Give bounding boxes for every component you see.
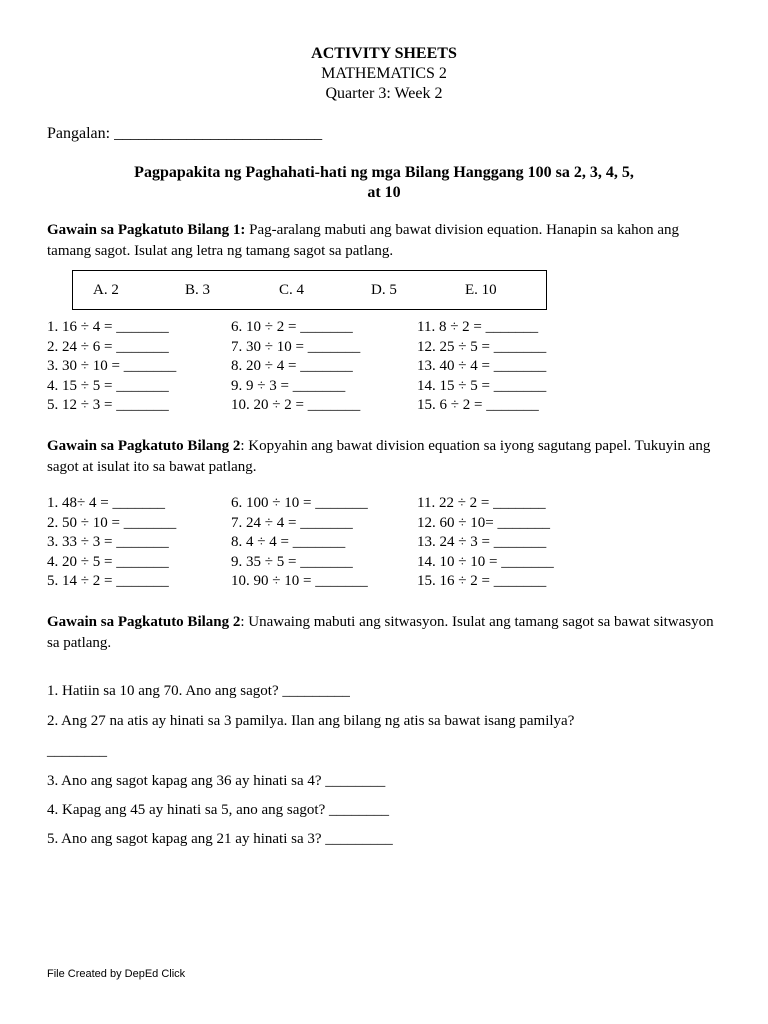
- choice-c: C. 4: [279, 282, 305, 298]
- quarter-week: Quarter 3: Week 2: [325, 85, 443, 102]
- footer-credit: File Created by DepEd Click: [47, 968, 186, 980]
- activity2-instructions: [47, 436, 717, 478]
- activity2-equation: 9. 35 ÷ 5 = _______: [231, 553, 353, 570]
- name-field: Pangalan: __________________________: [47, 125, 323, 142]
- answer-choices-box: [72, 270, 547, 310]
- activity2-equation: 3. 33 ÷ 3 = _______: [47, 534, 169, 550]
- activity2-heading: Gawain sa Pagkatuto Bilang 2: [47, 438, 241, 454]
- word-problem-5: 5. Ano ang sagot kapag ang 21 ay hinati sa 3? _________: [47, 831, 393, 847]
- activity2-equation: 14. 10 ÷ 10 = _______: [417, 553, 554, 570]
- activity1-equation: 15. 6 ÷ 2 = _______: [417, 397, 539, 413]
- lesson-title-line2: at 10: [367, 184, 401, 201]
- activity2-equation: 8. 4 ÷ 4 = _______: [231, 534, 346, 550]
- word-problem-1: 1. Hatiin sa 10 ang 70. Ano ang sagot? _________: [47, 683, 350, 699]
- activity3-heading: Gawain sa Pagkatuto Bilang 2: [47, 614, 241, 630]
- activity1-equation: 3. 30 ÷ 10 = _______: [47, 358, 177, 374]
- activity1-heading: Gawain sa Pagkatuto Bilang 1:: [47, 222, 246, 238]
- activity1-equation: 7. 30 ÷ 10 = _______: [231, 338, 361, 355]
- activity2-equation: 10. 90 ÷ 10 = _______: [231, 573, 368, 589]
- activity2-equation: 7. 24 ÷ 4 = _______: [231, 514, 353, 531]
- word-problem-4: 4. Kapag ang 45 ay hinati sa 5, ano ang sagot? ________: [47, 802, 390, 818]
- activity1-equation: 1. 16 ÷ 4 = _______: [47, 319, 169, 335]
- activity3-text: : Unawaing mabuti ang sitwasyon. Isulat ang tamang sagot sa bawat sitwasyon sa patlang.: [47, 614, 714, 651]
- activity1-equation: 2. 24 ÷ 6 = _______: [47, 338, 169, 355]
- activity3-instructions: [47, 612, 717, 654]
- activity2-equation: 2. 50 ÷ 10 = _______: [47, 514, 177, 531]
- activity1-equation: 6. 10 ÷ 2 = _______: [231, 319, 353, 335]
- activity1-equation: 11. 8 ÷ 2 = _______: [417, 319, 539, 335]
- word-problem-2: 2. Ang 27 na atis ay hinati sa 3 pamilya. Ilan ang bilang ng atis sa bawat isang pamilya?: [47, 713, 575, 729]
- activity2-equation: 5. 14 ÷ 2 = _______: [47, 573, 169, 589]
- activity1-equation: 9. 9 ÷ 3 = _______: [231, 377, 346, 394]
- activity2-text: : Kopyahin ang bawat division equation sa iyong sagutang papel. Tukuyin ang sagot at isulat ito sa bawat patlang.: [47, 438, 711, 475]
- activity1-equation: 12. 25 ÷ 5 = _______: [417, 338, 547, 355]
- activity2-equation: 15. 16 ÷ 2 = _______: [417, 573, 547, 589]
- choice-e: E. 10: [465, 282, 497, 298]
- activity1-text: Pag-aralang mabuti ang bawat division equation. Hanapin sa kahon ang tamang sagot. Isulat ang letra ng tamang sagot sa patlang.: [47, 222, 680, 259]
- choice-d: D. 5: [371, 282, 397, 298]
- activity1-equation: 8. 20 ÷ 4 = _______: [231, 358, 353, 374]
- activity2-equation: 1. 48÷ 4 = _______: [47, 495, 165, 511]
- choice-b: B. 3: [185, 282, 211, 298]
- activity1-equation: 14. 15 ÷ 5 = _______: [417, 377, 547, 394]
- activity2-equation: 4. 20 ÷ 5 = _______: [47, 553, 169, 570]
- activity2-equation: 13. 24 ÷ 3 = _______: [417, 534, 547, 550]
- word-problem-3: 3. Ano ang sagot kapag ang 36 ay hinati sa 4? ________: [47, 773, 386, 789]
- document-title: ACTIVITY SHEETS: [311, 45, 457, 62]
- activity1-equation: 13. 40 ÷ 4 = _______: [417, 358, 547, 374]
- activity1-equation: 5. 12 ÷ 3 = _______: [47, 397, 169, 413]
- activity1-equation: 10. 20 ÷ 2 = _______: [231, 397, 361, 413]
- activity1-equation: 4. 15 ÷ 5 = _______: [47, 377, 169, 394]
- activity1-instructions: [47, 220, 717, 262]
- activity2-equation: 6. 100 ÷ 10 = _______: [231, 495, 368, 511]
- subject-title: MATHEMATICS 2: [321, 65, 447, 82]
- choice-a: A. 2: [93, 282, 119, 298]
- lesson-title-line1: Pagpapakita ng Paghahati-hati ng mga Bilang Hanggang 100 sa 2, 3, 4, 5,: [134, 164, 634, 181]
- word-problem-2-blank: ________: [47, 743, 107, 759]
- activity2-equation: 11. 22 ÷ 2 = _______: [417, 495, 546, 511]
- activity2-equation: 12. 60 ÷ 10= _______: [417, 514, 550, 531]
